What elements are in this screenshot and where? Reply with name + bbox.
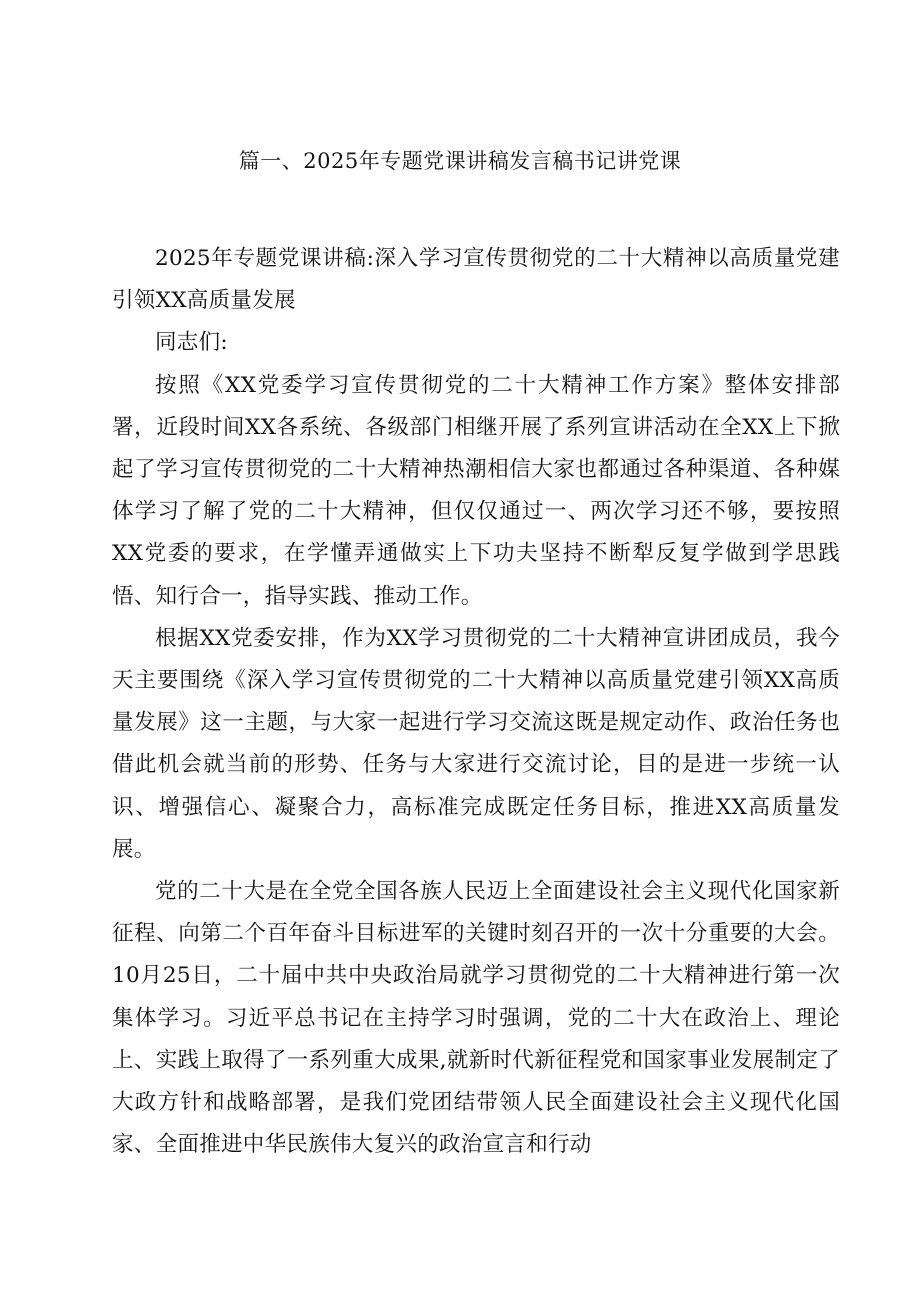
paragraph-subtitle: 2025年专题党课讲稿:深入学习宣传贯彻党的二十大精神以高质量党建引领XX高质量发展 (112, 246, 840, 314)
document-body (112, 238, 840, 1166)
document-title: 篇一、2025年专题党课讲稿发言稿书记讲党课 (238, 149, 682, 173)
paragraph-body: 党的二十大是在全党全国各族人民迈上全面建设社会主义现代化国家新征程、向第二个百年奋斗目标进军的关键时刻召开的一次十分重要的大会。10月25日，二十届中共中央政治局就学习贯彻党的二十大精神进行第一次集体学习。习近平总书记在主持学习时强调，党的二十大在政治上、理论上、实践上取得了一系列重大成果,就新时代新征程党和国家事业发展制定了大政方针和战略部署，是我们党团结带领人民全面建设社会主义现代化国家、全面推进中华民族伟大复兴的政治宣言和行动 (112, 879, 840, 1158)
paragraph-body: 根据XX党委安排，作为XX学习贯彻党的二十大精神宣讲团成员，我今天主要围绕《深入学习宣传贯彻党的二十大精神以高质量党建引领XX高质量发展》这一主题，与大家一起进行学习交流这既是规定动作、政治任务也借此机会就当前的形势、任务与大家进行交流讨论，目的是进一步统一认识、增强信心、凝聚合力，高标准完成既定任务目标，推进XX高质量发展。 (112, 625, 840, 862)
paragraph-salutation: 同志们: (155, 330, 228, 356)
paragraph-body: 按照《XX党委学习宣传贯彻党的二十大精神工作方案》整体安排部署，近段时间XX各系统、各级部门相继开展了系列宣讲活动在全XX上下掀起了学习宣传贯彻党的二十大精神热潮相信大家也都通过各种渠道、各种媒体学习了解了党的二十大精神，但仅仅通过一、两次学习还不够，要按照XX党委的要求，在学懂弄通做实上下功夫坚持不断犁反复学做到学思践悟、知行合一，指导实践、推动工作。 (112, 372, 840, 609)
